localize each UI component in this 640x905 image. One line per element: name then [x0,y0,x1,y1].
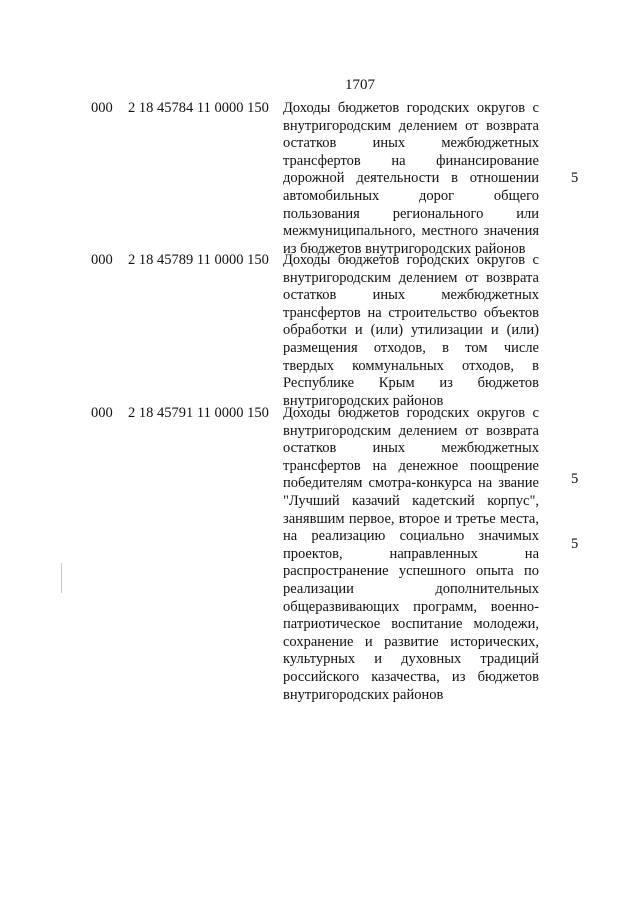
income-description: Доходы бюджетов городских округов с внутригородским делением от возврата остатков иных межбюджетных трансфертов на финансирование дорожной деятельности в отношении автомобильных дорог общего пользования регионального или межмуниципального, местного значения из бюджетов внутригородских районов [283,100,539,257]
budget-classification-code: 2 18 45784 11 0000 150 [128,100,269,116]
standard-value: 5 [571,170,579,186]
admin-code: 000 [91,252,113,268]
scan-margin-mark [61,563,62,593]
page-number: 1707 [345,77,375,93]
budget-classification-code: 2 18 45789 11 0000 150 [128,252,269,268]
income-description: Доходы бюджетов городских округов с внутригородским делением от возврата остатков иных межбюджетных трансфертов на денежное поощрение победителям смотра-конкурса на звание "Лучший казачий кадетский корпус", занявшим первое, второе и третье места, на реализацию социально значимых проектов, направленных на распространение успешного опыта по реализации дополнительных общеразвивающих программ, военно-патриотическое воспитание молодежи, сохранение и развитие исторических, культурных и духовных традиций российского казачества, из бюджетов внутригородских районов [283,405,539,703]
income-description: Доходы бюджетов городских округов с внутригородским делением от возврата остатков иных межбюджетных трансфертов на строительство объектов обработки и (или) утилизации и (или) размещения отходов, в том числе твердых коммунальных отходов, в Республике Крым из бюджетов внутригородских районов [283,252,539,409]
standard-value: 5 [571,471,579,487]
budget-classification-code: 2 18 45791 11 0000 150 [128,405,269,421]
admin-code: 000 [91,405,113,421]
standard-value: 5 [571,536,579,552]
admin-code: 000 [91,100,113,116]
